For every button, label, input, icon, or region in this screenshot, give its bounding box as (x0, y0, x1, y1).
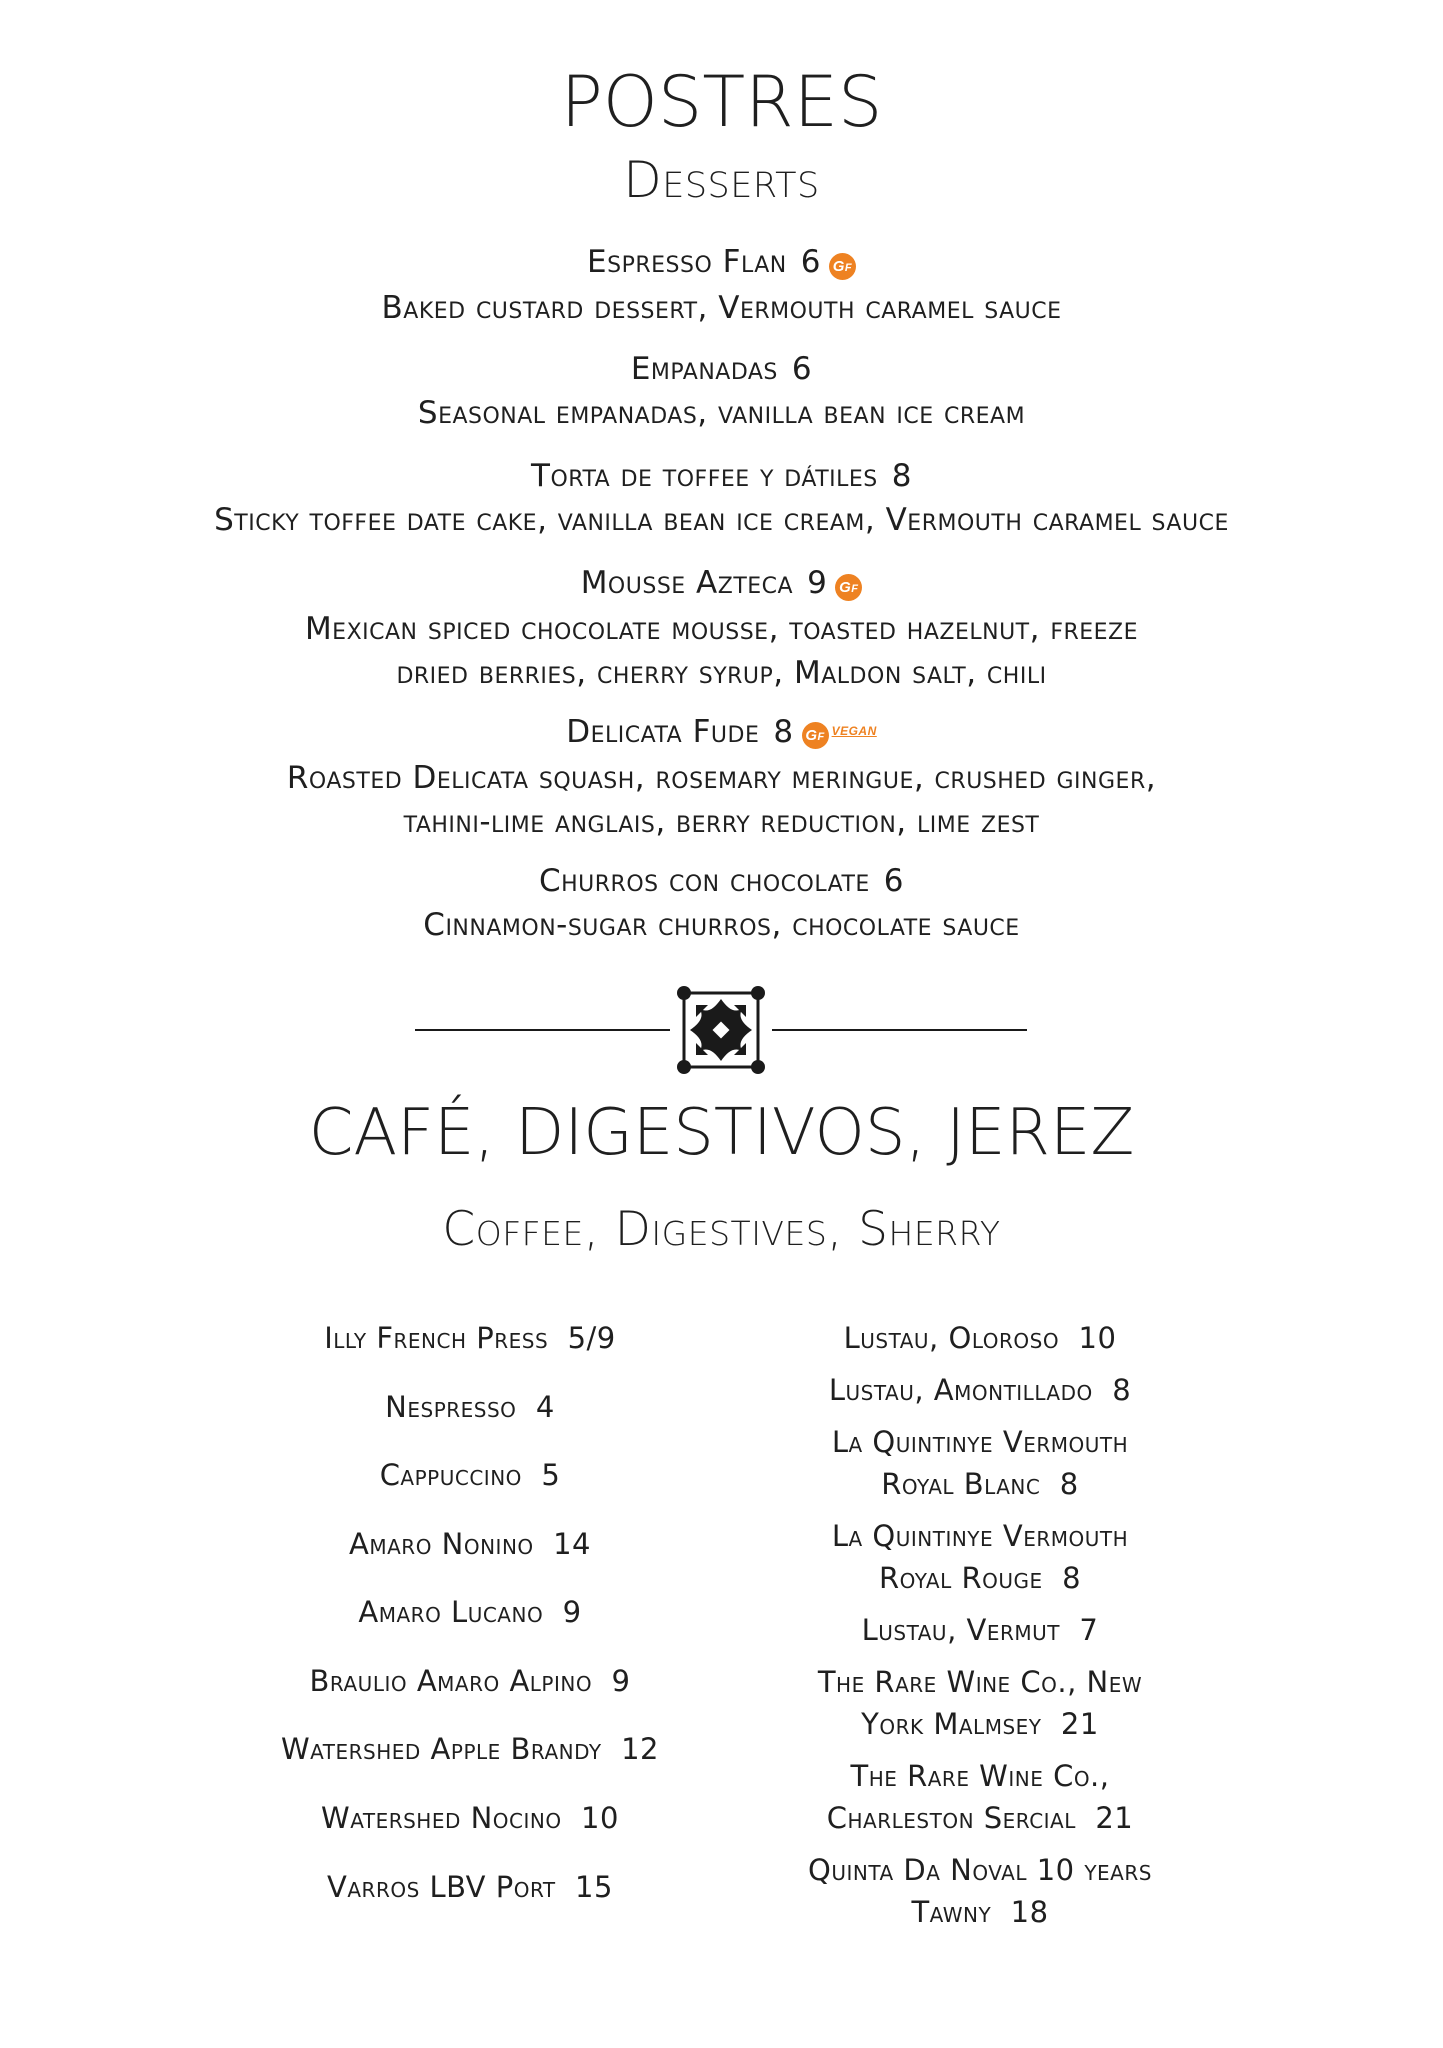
dietary-badges (829, 239, 856, 283)
drink-line: Watershed Nocino 10 (321, 1801, 619, 1835)
dessert-name-text: Empanadas (630, 351, 778, 387)
dessert-name-text: Mousse Azteca (580, 565, 794, 601)
drink-item (210, 1660, 730, 1702)
dessert-item (0, 454, 1443, 542)
dessert-name (0, 561, 1443, 607)
drink-item (720, 1515, 1240, 1599)
drink-item (720, 1661, 1240, 1745)
drink-item (210, 1317, 730, 1359)
dietary-badges (835, 560, 862, 604)
page-subtitle: Desserts (623, 151, 820, 209)
page-title: POSTRES (560, 61, 883, 143)
drink-line: Tawny 18 (911, 1895, 1049, 1929)
drink-item (210, 1728, 730, 1770)
drink-item (720, 1755, 1240, 1839)
gluten-free-icon: Gf (835, 574, 862, 601)
drink-item (720, 1849, 1240, 1933)
dessert-name (0, 710, 1443, 756)
drink-line: La Quintinye Vermouth (831, 1425, 1129, 1459)
drink-line: Quinta Da Noval 10 years (808, 1853, 1152, 1887)
divider-rule-right (772, 1029, 1027, 1031)
dessert-price: 8 (773, 714, 794, 750)
dessert-price: 8 (891, 458, 912, 494)
drink-item (720, 1421, 1240, 1505)
dessert-description: Seasonal empanadas, vanilla bean ice cream (417, 395, 1026, 431)
dessert-name (0, 454, 1443, 498)
drink-item (210, 1454, 730, 1496)
drink-line: Illy French Press 5/9 (324, 1321, 616, 1355)
drink-line: Watershed Apple Brandy 12 (281, 1732, 659, 1766)
dessert-description: Baked custard dessert, Vermouth caramel sauce (381, 289, 1062, 326)
drink-line: The Rare Wine Co., (850, 1759, 1110, 1793)
dessert-item (0, 561, 1443, 695)
dessert-description: tahini-lime anglais, berry reduction, lime zest (403, 804, 1040, 841)
drink-line: Varros LBV Port 15 (327, 1870, 613, 1904)
drink-item (210, 1797, 730, 1839)
section-title: CAFÉ, DIGESTIVOS, JEREZ (308, 1096, 1135, 1170)
section-subtitle: Coffee, Digestives, Sherry (442, 1202, 1001, 1257)
drink-item (210, 1386, 730, 1428)
drink-item (720, 1317, 1240, 1359)
drink-line: Charleston Sercial 21 (826, 1801, 1134, 1835)
drink-line: Amaro Lucano 9 (358, 1595, 582, 1629)
dessert-name (0, 859, 1443, 903)
dessert-price: 9 (807, 565, 828, 601)
drink-line: Braulio Amaro Alpino 9 (309, 1664, 631, 1698)
drink-line: Amaro Nonino 14 (349, 1527, 591, 1561)
dietary-badges (802, 708, 877, 754)
drink-line: Lustau, Vermut 7 (861, 1613, 1099, 1647)
dessert-name (0, 347, 1443, 391)
drink-line: Nespresso 4 (385, 1390, 555, 1424)
dessert-description: Sticky toffee date cake, vanilla bean ice cream, Vermouth caramel sauce (214, 502, 1229, 538)
dessert-price: 6 (791, 351, 813, 387)
dessert-item (0, 859, 1443, 947)
drink-line: La Quintinye Vermouth (831, 1519, 1129, 1553)
dessert-item (0, 347, 1443, 435)
dessert-description: Roasted Delicata squash, rosemary meringue, crushed ginger, (286, 760, 1157, 797)
dessert-name-text: Espresso Flan (587, 244, 787, 280)
drink-line: Royal Blanc 8 (881, 1467, 1079, 1501)
vegan-icon: VEGAN (831, 724, 877, 739)
dessert-description: Mexican spiced chocolate mousse, toasted hazelnut, freeze (304, 610, 1139, 647)
dessert-name-text: Torta de toffee y dátiles (531, 458, 878, 494)
drink-line: Royal Rouge 8 (878, 1561, 1082, 1595)
drink-item (210, 1591, 730, 1633)
dessert-name-text: Delicata Fude (566, 714, 760, 750)
gluten-free-icon: Gf (829, 253, 856, 280)
dessert-price: 6 (883, 863, 905, 899)
dessert-item (0, 710, 1443, 844)
drink-line: The Rare Wine Co., New (817, 1665, 1143, 1699)
dessert-price: 6 (800, 244, 821, 280)
dessert-description: Cinnamon-sugar churros, chocolate sauce (423, 907, 1020, 943)
drink-line: York Malmsey 21 (861, 1707, 1099, 1741)
drink-item (210, 1866, 730, 1908)
divider-rule-left (415, 1029, 670, 1031)
drink-item (210, 1523, 730, 1565)
dessert-name-text: Churros con chocolate (538, 863, 870, 899)
drink-line: Lustau, Amontillado 8 (828, 1373, 1132, 1407)
dessert-description: dried berries, cherry syrup, Maldon salt, chili (396, 654, 1047, 691)
gluten-free-icon: Gf (802, 722, 829, 749)
dessert-name (0, 240, 1443, 286)
drink-line: Lustau, Oloroso 10 (843, 1321, 1117, 1355)
ornamental-divider (415, 985, 1027, 1075)
ornament-tile-icon (676, 985, 766, 1075)
drink-item (720, 1609, 1240, 1651)
dessert-item (0, 240, 1443, 330)
drink-line: Cappuccino 5 (379, 1458, 561, 1492)
drink-item (720, 1369, 1240, 1411)
